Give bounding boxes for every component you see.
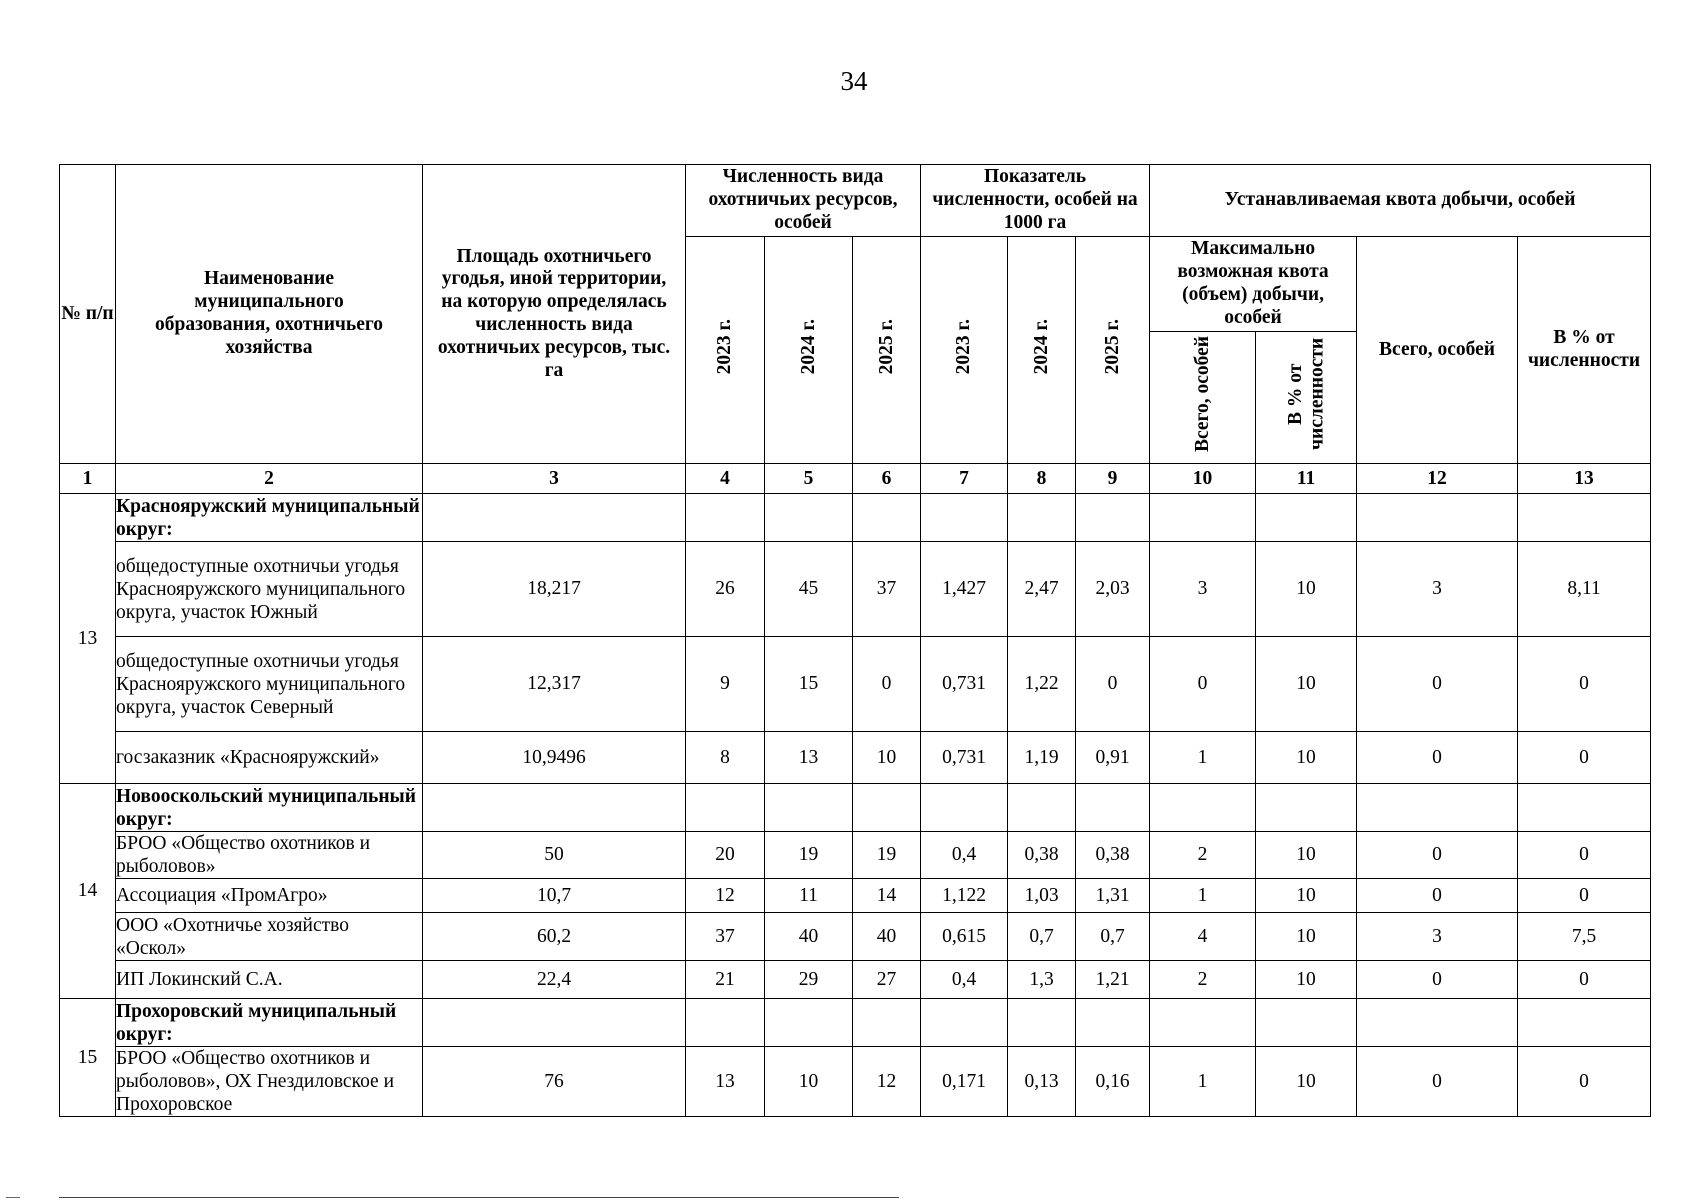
header-max-quota-percent: В % от численности xyxy=(1256,332,1357,464)
hunting-quota-table xyxy=(59,164,1651,1117)
group-title-row xyxy=(60,999,1651,1047)
group-number: 15 xyxy=(60,999,116,1117)
header-density-group: Показатель численности, особей на 1000 га xyxy=(921,165,1150,237)
header-count-2024: 2024 г. xyxy=(765,237,853,464)
group-title-row xyxy=(60,784,1651,832)
group-title: Новооскольский муниципальный округ: xyxy=(116,784,423,832)
row-name: госзаказник «Краснояружский» xyxy=(116,732,423,784)
row-name: общедоступные охотничьи угодья Краснояружского муниципального округа, участок Северный xyxy=(116,637,423,732)
row-name: ООО «Охотничье хозяйство «Оскол» xyxy=(116,913,423,961)
table-row: общедоступные охотничьи угодья Краснояружского муниципального округа, участок Южный 18,217 26 45 37 1,427 2,47 2,03 3 10 3 8,11 xyxy=(60,542,1651,637)
header-density-2023: 2023 г. xyxy=(921,237,1008,464)
page-number: 34 xyxy=(840,66,868,96)
header-max-quota: Максимально возможная квота (объем) добычи, особей xyxy=(1150,237,1357,332)
header-quota-percent: В % от численности xyxy=(1518,237,1651,464)
table-row: Ассоциация «ПромАгро» 10,7 12 11 14 1,122 1,03 1,31 1 10 0 0 xyxy=(60,879,1651,913)
row-name: ИП Локинский С.А. xyxy=(116,961,423,999)
header-density-2024: 2024 г. xyxy=(1008,237,1076,464)
header-max-quota-total: Всего, особей xyxy=(1150,332,1256,464)
table-row: БРОО «Общество охотников и рыболовов» 50 20 19 19 0,4 0,38 0,38 2 10 0 0 xyxy=(60,832,1651,879)
header-count-2025: 2025 г. xyxy=(853,237,921,464)
row-name: Ассоциация «ПромАгро» xyxy=(116,879,423,913)
group-title: Прохоровский муниципальный округ: xyxy=(116,999,423,1047)
header-area: Площадь охотничьего угодья, иной территории, на которую определялась численность вида охотничьих ресурсов, тыс. га xyxy=(423,165,686,464)
table-row: ООО «Охотничье хозяйство «Оскол» 60,2 37 40 40 0,615 0,7 0,7 4 10 3 7,5 xyxy=(60,913,1651,961)
group-number: 13 xyxy=(60,494,116,784)
group-number: 14 xyxy=(60,784,116,999)
margin-mark xyxy=(6,1197,20,1198)
header-count-group: Численность вида охотничьих ресурсов, особей xyxy=(686,165,921,237)
header-count-2023: 2023 г. xyxy=(686,237,765,464)
header-quota-total: Всего, особей xyxy=(1357,237,1518,464)
header-density-2025: 2025 г. xyxy=(1076,237,1150,464)
row-name: БРОО «Общество охотников и рыболовов» xyxy=(116,832,423,879)
header-name: Наименование муниципального образования, охотничьего хозяйства xyxy=(116,165,423,464)
header-no: № п/п xyxy=(60,165,116,464)
table-row: госзаказник «Краснояружский» 10,9496 8 13 10 0,731 1,19 0,91 1 10 0 0 xyxy=(60,732,1651,784)
table-row: ИП Локинский С.А. 22,4 21 29 27 0,4 1,3 1,21 2 10 0 0 xyxy=(60,961,1651,999)
column-numbers-row: 1 2 3 4 5 6 7 8 9 10 11 12 13 xyxy=(60,464,1651,494)
group-title: Краснояружский муниципальный округ: xyxy=(116,494,423,542)
row-name: общедоступные охотничьи угодья Краснояружского муниципального округа, участок Южный xyxy=(116,542,423,637)
table-row: БРОО «Общество охотников и рыболовов», ОХ Гнездиловское и Прохоровское 76 13 10 12 0,171 0,13 0,16 1 10 0 0 xyxy=(60,1047,1651,1117)
header-quota-group: Устанавливаемая квота добычи, особей xyxy=(1150,165,1651,237)
table-row: общедоступные охотничьи угодья Краснояружского муниципального округа, участок Северный 12,317 9 15 0 0,731 1,22 0 0 10 0 0 xyxy=(60,637,1651,732)
row-name: БРОО «Общество охотников и рыболовов», ОХ Гнездиловское и Прохоровское xyxy=(116,1047,423,1117)
group-title-row xyxy=(60,494,1651,542)
footnote-separator xyxy=(59,1197,899,1198)
